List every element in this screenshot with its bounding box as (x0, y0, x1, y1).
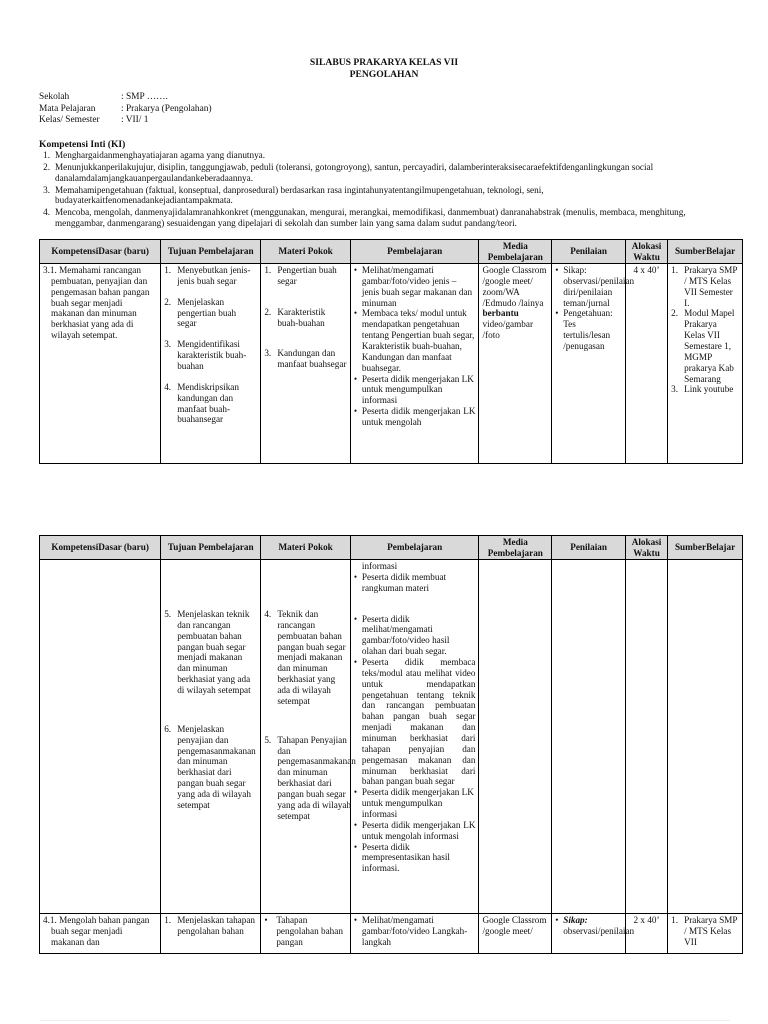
header-mp: Materi Pokok (261, 536, 351, 560)
item-text: Menyebutkan jenis-jenis buah segar (177, 265, 251, 286)
ki-heading: Kompetensi Inti (KI) (39, 139, 126, 150)
media-text: video/gambar /foto (482, 319, 533, 341)
ki-item (39, 207, 719, 229)
item-number: 5. (264, 734, 272, 745)
list-item (164, 265, 257, 287)
item-number: 3. (164, 339, 172, 350)
header-kd: KompetensiDasar (baru) (40, 536, 161, 560)
item-number: 1. (264, 265, 272, 275)
header-sumber: SumberBelajar (668, 240, 743, 264)
item-text: Prakarya SMP / MTS Kelas VII (684, 915, 738, 947)
ki-number: 3. (43, 184, 50, 195)
info-label: Kelas/ Semester (39, 115, 100, 125)
cell-penilaian (552, 560, 626, 914)
item-text: observasi/penilaian (563, 925, 635, 936)
item-text: Peserta didik membaca teks/modul atau melihat video untuk mendapatkan pengetahuan tentang teknik dan rancangan pembuatan bahan pangan buah segar menjadi makanan dan minuman berkhasiat dari tahapan penyajian dan pengemasan makanan dan minuman berkhasiat dari bahan pangan buah segar (361, 657, 476, 787)
cell-pb (350, 560, 479, 914)
item-text: Peserta didik membuat rangkuman materi (361, 571, 447, 593)
item-text: Menjelaskan pengertian buah segar (177, 296, 237, 329)
ki-text: Mencoba, mengolah, danmenyajidalamranahkonkret (menggunakan, mengurai, merangkai, memodifikasi, danmembuat) danranahabstrak (menulis, membaca, menghitung, menggambar, danmengarang) sesuaidengan yang dipelajari di sekolah dan sumber lain yang sama dalam sudut pandang/teori. (55, 207, 686, 229)
header-pb: Pembelajaran (350, 240, 479, 264)
info-label: Sekolah (39, 92, 70, 102)
info-value: : VII/ 1 (121, 115, 149, 125)
list-item (264, 915, 347, 948)
list-item (354, 915, 476, 948)
cell-mp (261, 914, 351, 954)
header-media: Media Pembelajaran (479, 240, 552, 264)
list-item (354, 787, 476, 820)
cell-sumber (668, 264, 743, 464)
penilaian-label: Sikap: (563, 915, 588, 925)
item-number: 4. (164, 381, 172, 392)
header-pb: Pembelajaran (350, 536, 479, 560)
info-class-semester (39, 115, 148, 126)
bullet-icon: • (353, 308, 358, 319)
item-text: Peserta didik mengerjakan LK untuk mengumpulkan informasi (361, 787, 474, 820)
ki-list (39, 150, 719, 230)
item-text: Karakteristik buah-buahan (277, 306, 326, 328)
cell-kd (40, 560, 161, 914)
item-text: Melihat/mengamati gambar/foto/video Langkah-langkah (361, 915, 468, 947)
item-number: 4. (264, 609, 272, 619)
kd-text: 4.1. Mengolah bahan pangan buah segar menjadi makanan dan (43, 915, 150, 947)
bullet-icon: • (353, 915, 358, 925)
bullet-icon: • (555, 915, 559, 925)
bullet-icon: • (353, 265, 358, 275)
bullet-icon: • (353, 841, 358, 852)
list-item (354, 308, 476, 373)
cell-mp (261, 560, 356, 914)
media-text: Google Classrom /google meet/ zoom/WA /Edmudo /lainya (482, 265, 547, 308)
list-item (555, 308, 622, 351)
bullet-icon: • (353, 657, 358, 668)
bullet-icon: • (555, 308, 559, 319)
kd-text: 3.1. Memahami rancangan pembuatan, penyajian dan pengemasan bahan pangan buah segar menjadi makanan dan minuman berkhasiat yang ada di wilayah setempat. (43, 265, 150, 341)
list-item (354, 614, 476, 657)
list-item (264, 265, 347, 287)
cell-alokasi: 4 x 40’ (625, 264, 667, 464)
document-title: SILABUS PRAKARYA KELAS VII (309, 57, 459, 68)
item-text: Menjelaskan tahapan pengolahan bahan (177, 915, 256, 936)
page-bottom-divider (40, 1020, 730, 1021)
list-item (354, 572, 476, 594)
list-item (264, 307, 347, 329)
list-item (164, 724, 257, 811)
header-media: Media Pembelajaran (479, 536, 552, 560)
list-item (354, 374, 476, 407)
table-row (40, 264, 743, 464)
item-text: Tahapan pengolahan bahan pangan (276, 915, 343, 947)
cell-penilaian (552, 914, 635, 954)
info-subject (39, 104, 212, 115)
item-text: Prakarya SMP / MTS Kelas VII Semester I. (684, 265, 738, 308)
item-number: 1. (671, 915, 679, 925)
ki-text: Memahamipengetahuan (faktual, konseptual, danprosedural) berdasarkan rasa ingintahunyatentangilmupengetahuan, teknologi, seni, budayaterkaitfenomenadankejadiantampakmata. (55, 184, 544, 206)
item-text: Mendiskripsikan kandungan dan manfaat buah-buahansegar (177, 381, 239, 425)
item-number: 6. (164, 723, 172, 734)
list-item (555, 265, 635, 308)
cell-mp (261, 264, 351, 464)
item-text: Mengidentifikasi karakteristik buah-buahan (177, 339, 247, 372)
header-alokasi: Alokasi Waktu (625, 240, 667, 264)
bullet-icon: • (353, 571, 358, 582)
list-item (264, 348, 347, 370)
list-item (354, 842, 476, 875)
item-number: 3. (671, 384, 679, 395)
item-text: Membaca teks/ modul untuk mendapatkan pengetahuan tentang Pengertian buah segar, Karakteristik buah-buahan, Kandungan dan manfaat buahsegar. (361, 308, 475, 373)
item-number: 2. (264, 306, 272, 317)
table-row (40, 914, 743, 954)
info-school (39, 92, 168, 103)
list-item (671, 915, 739, 948)
ki-item (39, 162, 719, 184)
item-text: Melihat/mengamati gambar/foto/video jenis – jenis buah segar makanan dan minuman (361, 265, 473, 308)
cell-media (479, 264, 552, 464)
bullet-icon: • (353, 819, 358, 830)
ki-item (39, 150, 719, 161)
list-item (354, 406, 476, 428)
item-text: Pengertian buah segar (277, 265, 337, 286)
item-number: 1. (164, 915, 172, 925)
list-item (671, 308, 739, 384)
item-number: 1. (671, 265, 679, 275)
cell-pb (350, 914, 479, 954)
cell-tp (161, 264, 261, 464)
list-item (671, 265, 739, 308)
cell-sumber (668, 560, 743, 914)
item-number: 3. (264, 348, 272, 359)
table-header-row (40, 240, 743, 264)
info-value: : SMP ……. (121, 92, 168, 102)
cell-penilaian (552, 264, 635, 464)
info-value: : Prakarya (Pengolahan) (121, 104, 212, 114)
bullet-icon: • (353, 406, 358, 417)
syllabus-table-1 (39, 239, 743, 464)
ki-number: 2. (43, 161, 50, 172)
item-text: Link youtube (684, 384, 734, 395)
item-text: Kandungan dan manfaat buahsegar (277, 348, 347, 370)
cell-alokasi (625, 560, 667, 914)
cell-kd (40, 914, 161, 954)
item-text: Peserta didik mengerjakan LK untuk mengolah informasi (361, 819, 476, 841)
cell-sumber (668, 914, 743, 954)
table-header-row (40, 536, 743, 560)
header-penilaian: Penilaian (552, 240, 626, 264)
header-tp: Tujuan Pembelajaran (161, 240, 261, 264)
item-number: 5. (164, 609, 172, 619)
bullet-icon: • (353, 613, 358, 624)
list-item (354, 265, 476, 308)
header-sumber: SumberBelajar (668, 536, 743, 560)
list-item (264, 734, 356, 822)
ki-text: Menghargaidanmenghayatiajaran agama yang dianutnya. (55, 150, 266, 160)
list-item (164, 915, 257, 937)
info-label: Mata Pelajaran (39, 104, 96, 114)
bullet-icon: • (353, 787, 358, 798)
list-item (354, 657, 476, 787)
item-text: Peserta didik mempresentasikan hasil informasi. (361, 841, 450, 874)
ki-text: Menunjukkanperilakujujur, disiplin, tanggungjawab, peduli (toleransi, gotongroyong), santun, percayadiri, dalamberinteraksisecaraefektifdenganlingkungan social danalamdalamjangkauanpergaulandankeberadaannya. (55, 161, 654, 183)
list-item (555, 915, 635, 937)
cell-alokasi: 2 x 40’ (625, 914, 667, 954)
list-item (264, 609, 347, 707)
header-kd: KompetensiDasar (baru) (40, 240, 161, 264)
cell-media: Google Classrom /google meet/ (479, 914, 552, 954)
syllabus-table-2 (39, 535, 743, 954)
item-text: Menjelaskan teknik dan rancangan pembuatan bahan pangan buah segar menjadi makanan dan minuman berkhasiat yang ada di wilayah setempat (177, 609, 251, 696)
bullet-icon: • (555, 265, 559, 275)
list-item (164, 297, 257, 330)
item-number: 2. (671, 308, 679, 319)
header-mp: Materi Pokok (261, 240, 351, 264)
cell-kd (40, 264, 161, 464)
list-item (164, 609, 257, 696)
ki-number: 4. (43, 207, 50, 218)
cell-pb (350, 264, 479, 464)
table-row (40, 560, 743, 914)
cell-tp (161, 914, 261, 954)
list-item (164, 382, 257, 425)
item-text: Tahapan Penyajian dan pengemasanmakanan dan minuman berkhasiat dari pangan buah segar yang ada di wilayah setempat (277, 734, 356, 821)
cell-tp (161, 560, 261, 914)
header-alokasi: Alokasi Waktu (625, 536, 667, 560)
bullet-icon: • (353, 373, 358, 384)
item-text: Peserta didik mengerjakan LK untuk mengumpulkan informasi (361, 373, 474, 406)
pb-continuation: informasi (361, 561, 398, 571)
item-text: Modul Mapel Prakarya Kelas VII Semestare 1, MGMP prakarya Kab Semarang (684, 308, 735, 384)
document-subtitle: PENGOLAHAN (349, 69, 419, 80)
item-text: Sikap: observasi/penilaian diri/penilaian teman/jurnal (563, 265, 635, 308)
cell-media (479, 560, 552, 914)
list-item (354, 820, 476, 842)
item-number: 1. (164, 265, 172, 275)
list-item (671, 384, 739, 395)
bullet-icon: • (264, 915, 268, 925)
item-number: 2. (164, 296, 172, 307)
header-tp: Tujuan Pembelajaran (161, 536, 261, 560)
item-text: Peserta didik mengerjakan LK untuk mengolah (361, 406, 476, 428)
item-text: Teknik dan rancangan pembuatan bahan pangan buah segar menjadi makanan dan minuman berkhasiat yang ada di wilayah setempat (277, 609, 346, 706)
media-bold-text: berbantu (482, 308, 519, 319)
ki-item (39, 185, 719, 207)
item-text: Peserta didik melihat/mengamati gambar/foto/video hasil olahan dari buah segar. (361, 613, 450, 657)
item-text: Menjelaskan penyajian dan pengemasanmakanan dan minuman berkhasiat dari pangan buah segar yang ada di wilayah setempat (177, 723, 256, 810)
header-penilaian: Penilaian (552, 536, 626, 560)
item-text: Pengetahuan: Tes tertulis/lesan /penugasan (563, 308, 613, 352)
ki-number: 1. (43, 150, 50, 160)
list-item (164, 339, 257, 372)
